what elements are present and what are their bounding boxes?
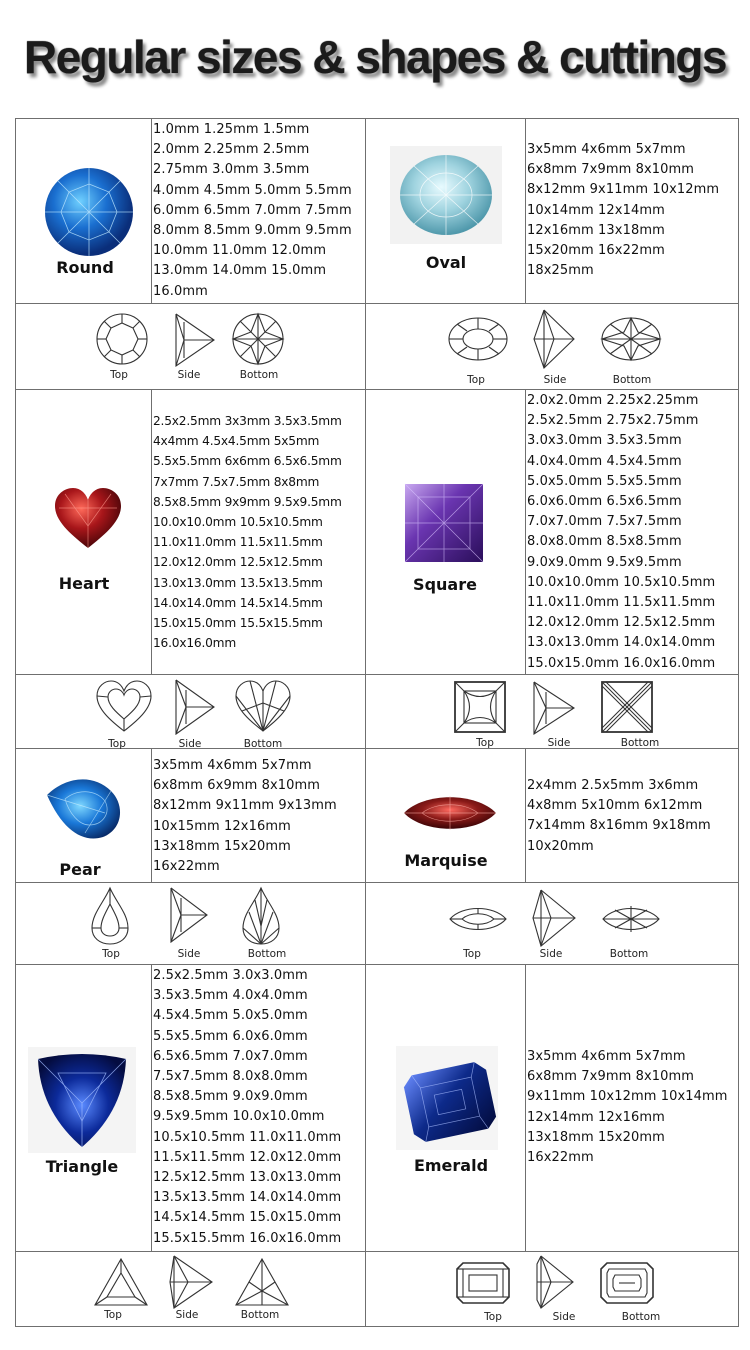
size-item: 8.5x8.5mm 9x9mm 9.5x9.5mm [153, 494, 342, 509]
size-item: 10.0x10.0mm 10.5x10.5mm [527, 574, 716, 590]
triangle-gem-icon [28, 1047, 136, 1153]
size-item: 12.0x12.0mm 12.5x12.5mm [153, 555, 323, 570]
page-title: Regular sizes & shapes & cuttings [23, 31, 727, 83]
size-item: 6x8mm 6x9mm 8x10mm [153, 778, 321, 794]
size-item: 3.0x3.0mm 3.5x3.5mm [527, 433, 682, 449]
size-item: 3x5mm 4x6mm 5x7mm [153, 758, 312, 773]
oval-size-list [527, 140, 719, 281]
size-item: 9.0x9.0mm 9.5x9.5mm [527, 554, 682, 570]
size-item: 10x14mm 12x14mm [527, 202, 665, 218]
pear-top-diagram-icon [90, 886, 130, 946]
size-item: 13x18mm 15x20mm [527, 1129, 665, 1145]
marquise-top-label: Top [463, 948, 481, 960]
size-item: 10.0mm 11.0mm 12.0mm [153, 243, 327, 259]
size-item: 5.5x5.5mm 6.0x6.0mm [153, 1028, 308, 1044]
heart-gem-icon [53, 486, 123, 550]
size-item: 13.0mm 14.0mm 15.0mm [153, 263, 327, 279]
size-item: 8.5x8.5mm 9.0x9.0mm [153, 1089, 308, 1105]
heart-side-label: Side [178, 738, 202, 750]
square-side-label: Side [547, 737, 571, 749]
size-item: 9x11mm 10x12mm 10x14mm [527, 1089, 728, 1105]
round-side-diagram-icon [172, 312, 216, 368]
size-item: 1.0mm 1.25mm 1.5mm [153, 122, 310, 137]
heart-bottom-label: Bottom [243, 738, 283, 750]
size-item: 2x4mm 2.5x5mm 3x6mm [527, 778, 699, 793]
oval-label: Oval [425, 253, 467, 272]
emerald-bottom-label: Bottom [621, 1311, 661, 1323]
triangle-side-diagram-icon [168, 1254, 214, 1310]
round-top-label: Top [110, 369, 128, 381]
pear-side-label: Side [177, 948, 201, 960]
size-item: 11.5x11.5mm 12.0x12.0mm [153, 1149, 342, 1165]
size-item: 15.0x15.0mm 16.0x16.0mm [527, 655, 716, 671]
size-item: 4.0mm 4.5mm 5.0mm 5.5mm [153, 182, 352, 198]
size-item: 6.5x6.5mm 7.0x7.0mm [153, 1048, 308, 1064]
oval-bottom-diagram-icon [600, 316, 662, 362]
heart-top-label: Top [108, 738, 126, 750]
size-item: 13.0x13.0mm 14.0x14.0mm [527, 635, 716, 651]
heart-label: Heart [58, 574, 110, 593]
size-item: 15.0x15.0mm 15.5x15.5mm [153, 616, 323, 631]
size-item: 15x20mm 16x22mm [527, 243, 665, 259]
size-item: 2.5x2.5mm 3.0x3.0mm [153, 968, 308, 983]
triangle-top-diagram-icon [93, 1257, 149, 1307]
size-item: 6.0x6.0mm 6.5x6.5mm [527, 494, 682, 510]
size-item: 11.0x11.0mm 11.5x11.5mm [527, 595, 716, 611]
size-item: 12x14mm 12x16mm [527, 1109, 665, 1125]
triangle-bottom-diagram-icon [234, 1257, 290, 1307]
size-item: 3x5mm 4x6mm 5x7mm [527, 1049, 686, 1064]
size-item: 4.0x4.0mm 4.5x4.5mm [527, 453, 682, 469]
size-item: 9.5x9.5mm 10.0x10.0mm [153, 1109, 325, 1125]
size-item: 4x8mm 5x10mm 6x12mm [527, 798, 703, 814]
size-item: 13x18mm 15x20mm [153, 838, 291, 854]
oval-side-diagram-icon [532, 308, 576, 370]
size-item: 2.75mm 3.0mm 3.5mm [153, 162, 310, 178]
triangle-top-label: Top [104, 1309, 122, 1321]
size-item: 12x16mm 13x18mm [527, 222, 665, 238]
round-label: Round [56, 258, 114, 277]
size-item: 10x15mm 12x16mm [153, 818, 291, 834]
emerald-bottom-diagram-icon [599, 1261, 655, 1305]
size-item: 3.5x3.5mm 4.0x4.0mm [153, 988, 308, 1004]
oval-side-label: Side [543, 374, 567, 386]
pear-bottom-label: Bottom [247, 948, 287, 960]
size-item: 8x12mm 9x11mm 9x13mm [153, 798, 337, 814]
size-item: 16.0mm [153, 283, 208, 299]
size-item: 14.5x14.5mm 15.0x15.0mm [153, 1210, 342, 1226]
size-item: 7.0x7.0mm 7.5x7.5mm [527, 514, 682, 530]
size-item: 4x4mm 4.5x4.5mm 5x5mm [153, 434, 320, 449]
size-item: 7x14mm 8x16mm 9x18mm [527, 818, 711, 834]
emerald-size-list [527, 1047, 728, 1168]
size-item: 16.0x16.0mm [153, 636, 237, 651]
marquise-gem-icon [402, 788, 498, 838]
size-item: 8.0x8.0mm 8.5x8.5mm [527, 534, 682, 550]
oval-bottom-label: Bottom [612, 374, 652, 386]
round-bottom-diagram-icon [231, 312, 285, 366]
size-item: 2.0mm 2.25mm 2.5mm [153, 142, 310, 158]
square-gem-icon [404, 483, 484, 563]
emerald-top-label: Top [484, 1311, 502, 1323]
square-size-list [527, 391, 715, 674]
size-item: 8.0mm 8.5mm 9.0mm 9.5mm [153, 223, 352, 239]
marquise-size-list [527, 776, 711, 857]
size-item: 7x7mm 7.5x7.5mm 8x8mm [153, 474, 320, 489]
round-top-diagram-icon [95, 312, 149, 366]
oval-gem-icon [390, 146, 502, 244]
emerald-label: Emerald [413, 1156, 489, 1175]
size-item: 18x25mm [527, 263, 594, 279]
size-item: 3x5mm 4x6mm 5x7mm [527, 142, 686, 157]
size-item: 12.5x12.5mm 13.0x13.0mm [153, 1170, 342, 1186]
size-item: 6x8mm 7x9mm 8x10mm [527, 1069, 695, 1085]
heart-top-diagram-icon [95, 679, 153, 733]
emerald-side-diagram-icon [535, 1254, 575, 1310]
round-size-list [153, 120, 352, 302]
square-bottom-diagram-icon [600, 680, 654, 734]
size-item: 12.0x12.0mm 12.5x12.5mm [527, 615, 716, 631]
emerald-side-label: Side [552, 1311, 576, 1323]
size-item: 8x12mm 9x11mm 10x12mm [527, 182, 720, 198]
marquise-side-label: Side [539, 948, 563, 960]
emerald-gem-icon [396, 1046, 498, 1150]
size-item: 10.5x10.5mm 11.0x11.0mm [153, 1129, 342, 1145]
marquise-top-diagram-icon [448, 902, 508, 936]
heart-bottom-diagram-icon [234, 679, 292, 733]
marquise-bottom-label: Bottom [609, 948, 649, 960]
triangle-bottom-label: Bottom [240, 1309, 280, 1321]
size-item: 4.5x4.5mm 5.0x5.0mm [153, 1008, 308, 1024]
round-bottom-label: Bottom [239, 369, 279, 381]
square-top-diagram-icon [453, 680, 507, 734]
emerald-top-diagram-icon [455, 1261, 511, 1305]
size-item: 10.0x10.0mm 10.5x10.5mm [153, 515, 323, 530]
size-item: 13.0x13.0mm 13.5x13.5mm [153, 575, 323, 590]
size-item: 7.5x7.5mm 8.0x8.0mm [153, 1069, 308, 1085]
square-label: Square [413, 575, 477, 594]
triangle-label: Triangle [45, 1157, 119, 1176]
square-side-diagram-icon [530, 680, 576, 736]
square-bottom-label: Bottom [620, 737, 660, 749]
pear-side-diagram-icon [167, 886, 209, 944]
size-item: 14.0x14.0mm 14.5x14.5mm [153, 595, 323, 610]
size-item: 10x20mm [527, 838, 594, 854]
round-gem-icon [43, 166, 135, 258]
size-item: 15.5x15.5mm 16.0x16.0mm [153, 1230, 342, 1246]
size-item: 2.0x2.0mm 2.25x2.25mm [527, 393, 699, 408]
pear-size-list [153, 756, 337, 877]
size-item: 2.5x2.5mm 2.75x2.75mm [527, 413, 699, 429]
size-item: 16x22mm [527, 1150, 594, 1166]
size-item: 2.5x2.5mm 3x3mm 3.5x3.5mm [153, 414, 342, 428]
heart-side-diagram-icon [172, 678, 216, 736]
size-item: 5.0x5.0mm 5.5x5.5mm [527, 473, 682, 489]
square-top-label: Top [476, 737, 494, 749]
size-item: 5.5x5.5mm 6x6mm 6.5x6.5mm [153, 454, 342, 469]
marquise-label: Marquise [404, 851, 488, 870]
oval-top-diagram-icon [447, 316, 509, 362]
triangle-side-label: Side [175, 1309, 199, 1321]
size-item: 6x8mm 7x9mm 8x10mm [527, 162, 695, 178]
size-item: 6.0mm 6.5mm 7.0mm 7.5mm [153, 202, 352, 218]
pear-bottom-diagram-icon [241, 886, 281, 946]
marquise-bottom-diagram-icon [601, 902, 661, 936]
size-item: 16x22mm [153, 859, 220, 875]
pear-label: Pear [59, 860, 101, 879]
pear-top-label: Top [102, 948, 120, 960]
heart-size-list [153, 411, 342, 653]
marquise-side-diagram-icon [531, 888, 577, 948]
oval-top-label: Top [467, 374, 485, 386]
size-item: 11.0x11.0mm 11.5x11.5mm [153, 535, 323, 550]
size-item: 13.5x13.5mm 14.0x14.0mm [153, 1190, 342, 1206]
pear-gem-icon [45, 773, 125, 841]
triangle-size-list [153, 966, 341, 1249]
round-side-label: Side [177, 369, 201, 381]
